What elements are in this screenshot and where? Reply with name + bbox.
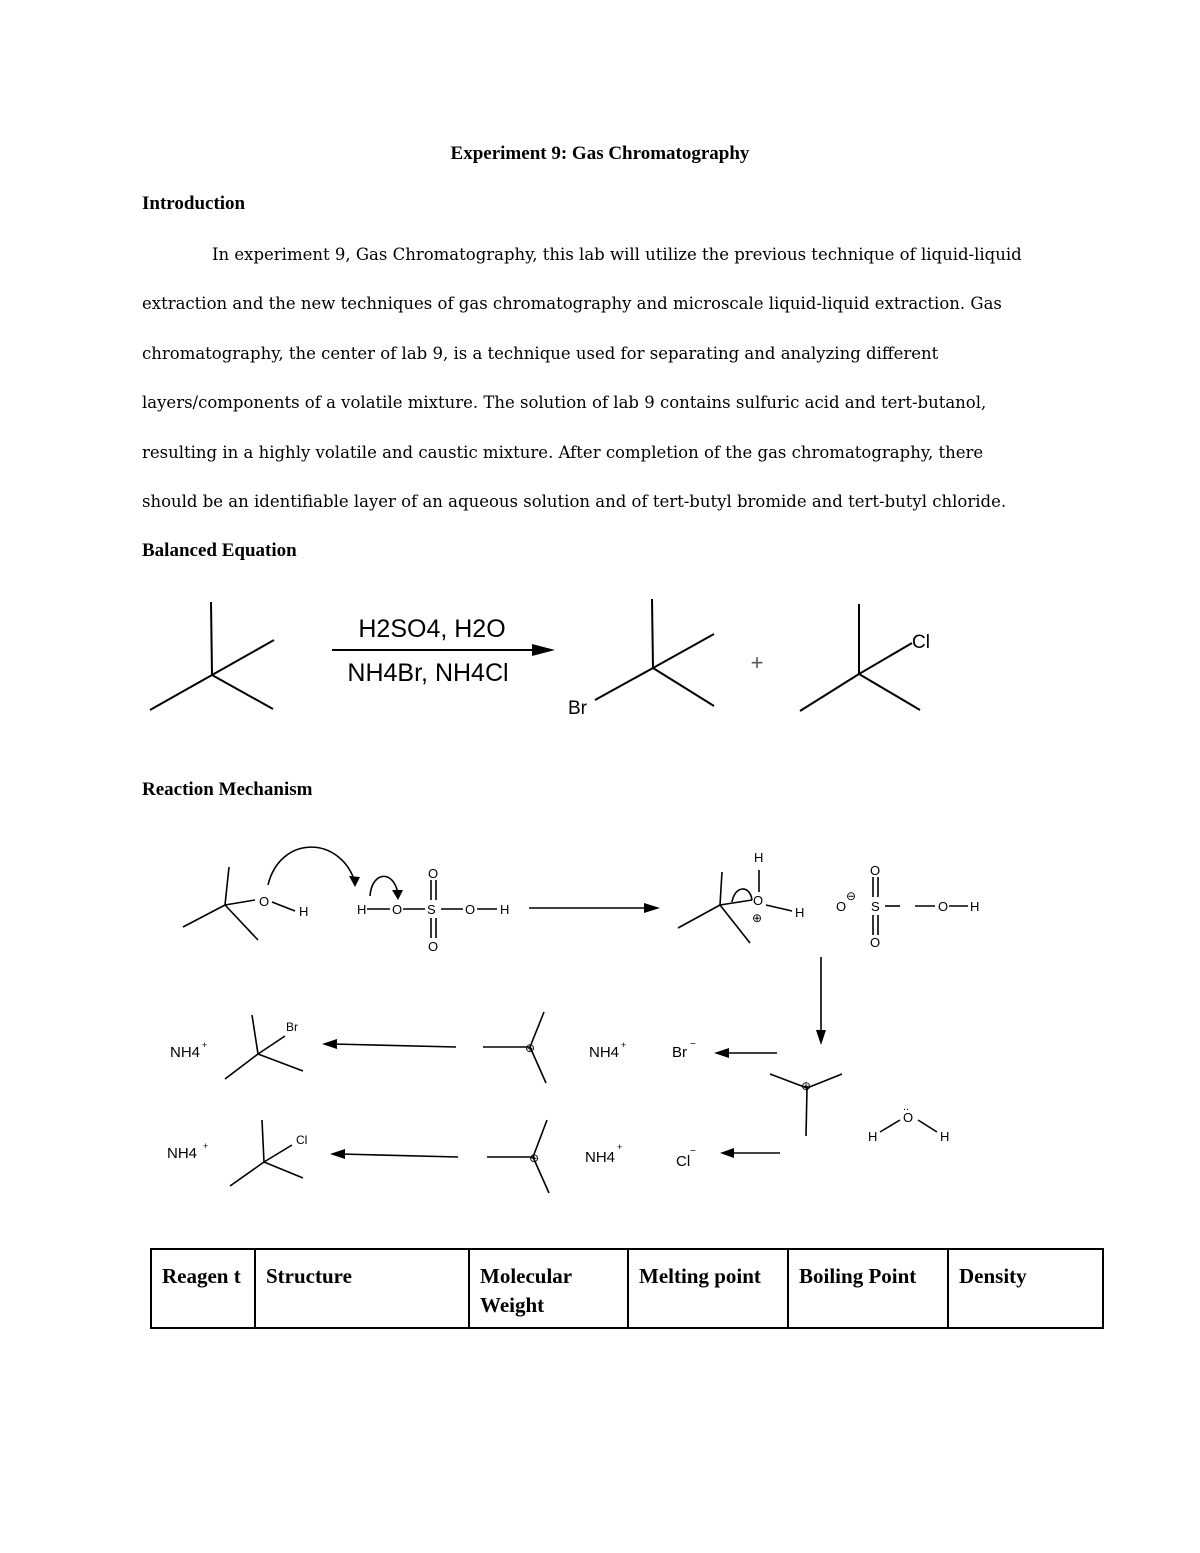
bond-line [918,1120,937,1132]
arrowhead-icon [532,644,555,656]
atom-label: O [428,866,439,881]
paragraph-line: chromatography, the center of lab 9, is a technique used for separating and analyzing different [142,343,939,363]
paragraph-line: extraction and the new techniques of gas chromatography and microscale liquid-liquid extraction. Gas [142,294,1002,314]
reaction-arrow [340,1154,458,1157]
chloride-label: Cl [676,1153,691,1170]
atom-label: O [903,1110,914,1125]
bond-line [766,905,792,911]
bond-line [595,668,653,700]
bond-line [800,674,859,711]
bond-line [272,902,295,911]
table-header-cell: Molecular Weight [469,1249,628,1328]
bond-line [720,900,752,905]
introduction-paragraph [142,230,1062,526]
atom-label: O [870,863,881,878]
atom-label: O [753,893,764,908]
bond-line [150,675,212,710]
charge-superscript: − [690,1146,696,1157]
bond-line [252,1015,258,1054]
bond-line [258,1054,303,1071]
table-header-cell: Density [948,1249,1103,1328]
bond-line [258,1036,285,1054]
atom-label: O [259,894,270,909]
atom-label: O [428,939,439,954]
paragraph-line: should be an identifiable layer of an aqueous solution and of tert-butyl bromide and tert-butyl chloride. [142,492,1007,512]
paragraph-line: layers/components of a volatile mixture. The solution of lab 9 contains sulfuric acid and tert-butanol, [142,393,987,413]
arrowhead-icon [330,1149,345,1159]
atom-label: Br [286,1020,298,1034]
bond-line [880,1120,900,1132]
arrowhead-icon [349,876,360,887]
atom-label: H [500,902,510,917]
reaction-mechanism-figure [0,840,1200,1200]
arrowhead-icon [816,1030,826,1045]
introduction-heading: Introduction [142,193,246,214]
table-header-row [151,1249,1103,1328]
charge-superscript: + [203,1141,209,1151]
bond-line [230,1162,264,1186]
charge-superscript: + [617,1142,623,1152]
atom-label: H [970,899,980,914]
curved-arrow [370,876,398,896]
bond-line [211,602,212,675]
arrowhead-icon [720,1148,734,1158]
document-title: Experiment 9: Gas Chromatography [450,143,750,164]
positive-charge-icon: ⊕ [529,1151,540,1165]
positive-charge-icon: ⊕ [525,1041,536,1055]
chlorine-label: Cl [912,632,930,653]
bond-line [183,905,225,927]
paragraph-line: resulting in a highly volatile and caustic mixture. After completion of the gas chromatography, there [142,442,984,462]
atom-label: H [299,904,309,919]
atom-label: H [357,902,367,917]
bond-line [212,640,274,675]
bond-line [212,675,273,709]
bond-line [225,900,255,905]
plus-sign: + [750,650,764,675]
arrowhead-icon [644,903,660,913]
bond-line [653,668,714,706]
bond-line [264,1162,303,1178]
reagents-bottom-label: NH4Br, NH4Cl [347,659,509,687]
atom-label: Cl [296,1133,308,1147]
table-header-cell: Boiling Point [788,1249,948,1328]
charge-superscript: − [690,1039,696,1050]
reaction-arrow [332,1044,456,1047]
bond-line [678,905,720,928]
bromide-label: Br [672,1044,687,1061]
atom-label: H [940,1129,950,1144]
arrowhead-icon [322,1039,337,1049]
table-header-cell: Structure [255,1249,469,1328]
bond-line [225,905,258,940]
paragraph-line: In experiment 9, Gas Chromatography, this lab will utilize the previous technique of liquid-liquid [212,245,1022,264]
bond-line [225,867,229,905]
atom-label: S [427,902,436,917]
atom-label: O [938,899,949,914]
curved-arrow [268,847,355,885]
bond-line [264,1145,292,1162]
bromine-label: Br [568,698,587,719]
charge-superscript: + [202,1040,208,1050]
bond-line [652,599,653,668]
bond-line [720,872,722,905]
charge-superscript: + [621,1040,627,1050]
positive-charge-icon: ⊕ [752,911,763,925]
atom-label: S [871,899,880,914]
balanced-equation-heading: Balanced Equation [142,540,297,561]
bond-line [807,1074,842,1088]
negative-charge-icon: ⊖ [846,889,857,903]
atom-label: H [868,1129,878,1144]
atom-label: O [836,899,847,914]
ammonium-label: NH4 [170,1044,201,1061]
ammonium-label: NH4 [589,1044,620,1061]
reagents-top-label: H2SO4, H2O [358,615,506,643]
balanced-equation-figure [0,590,1200,725]
positive-charge-icon: ⊕ [801,1079,812,1093]
bond-line [859,643,912,674]
reagent-table [150,1248,1104,1329]
ammonium-label: NH4 [585,1149,616,1166]
atom-label: O [465,902,476,917]
bond-line [806,1088,807,1136]
bond-line [262,1120,264,1162]
atom-label: O [870,935,881,950]
table-header-cell: Reagen t [151,1249,255,1328]
arrowhead-icon [392,890,403,900]
ammonium-label: NH4 [167,1145,198,1162]
bond-line [653,634,714,668]
bond-line [225,1054,258,1079]
reaction-mechanism-heading: Reaction Mechanism [142,779,313,800]
bond-line [859,674,920,710]
table-header-cell: Melting point [628,1249,788,1328]
atom-label: H [795,905,805,920]
lone-pair-dots: .. [903,1101,910,1113]
bond-line [720,905,750,943]
arrowhead-icon [714,1048,729,1058]
atom-label: O [392,902,403,917]
atom-label: H [754,850,764,865]
